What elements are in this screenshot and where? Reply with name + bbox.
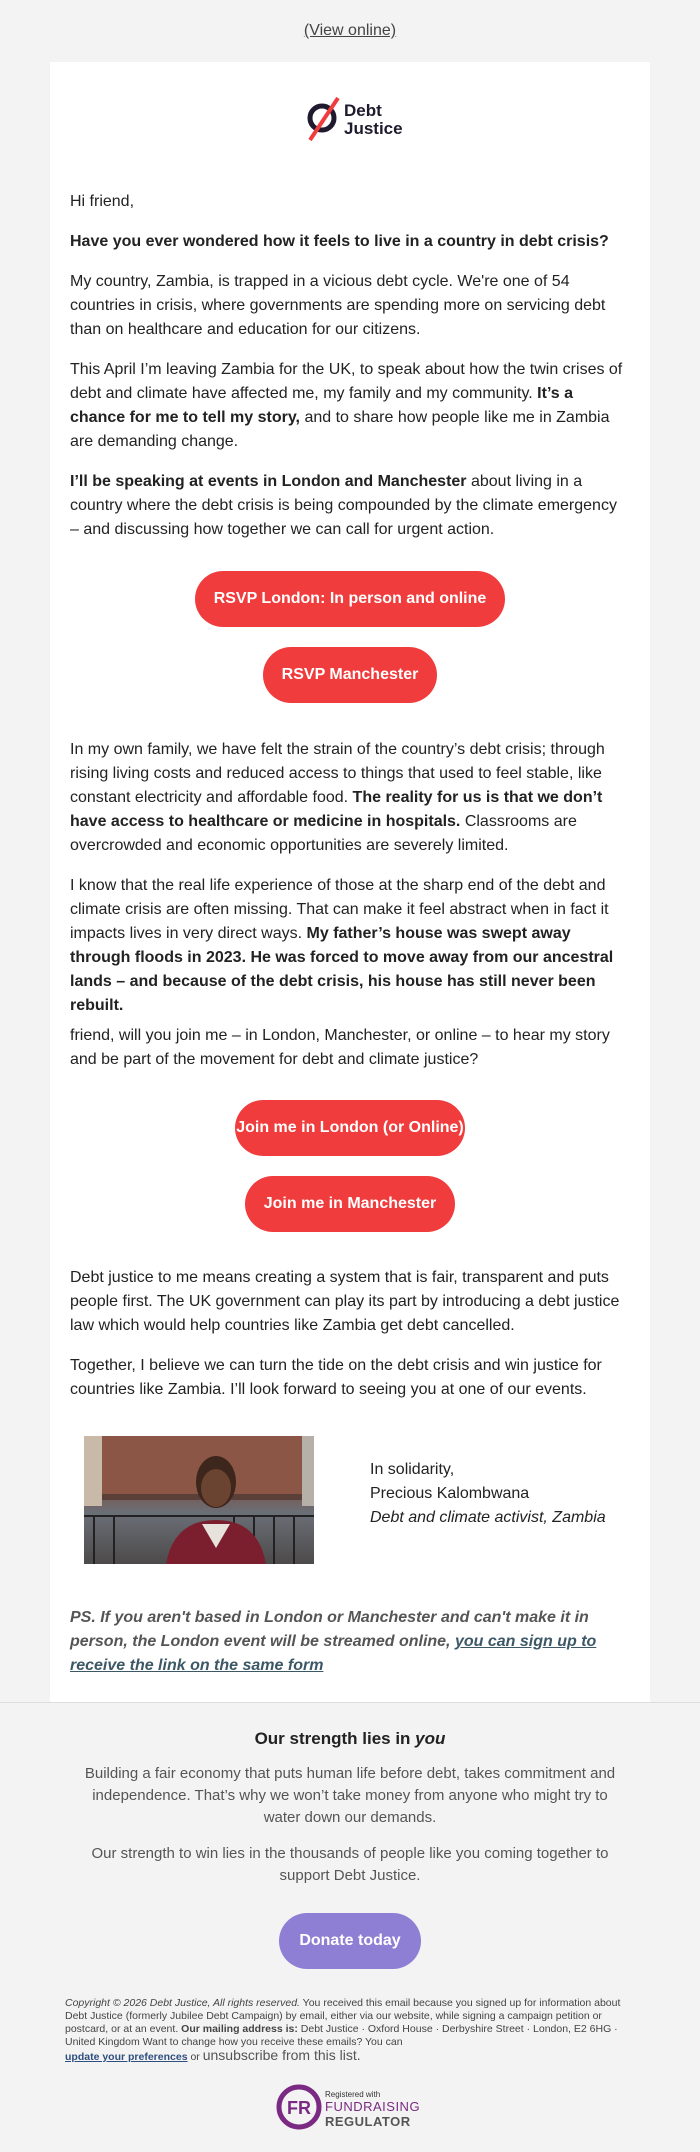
signature-block <box>84 1436 616 1566</box>
fundraising-regulator-icon <box>275 2082 425 2132</box>
footer-paragraph-1: Building a fair economy that puts human life before debt, takes commitment and independence. That’s why we won’t take money from anyone who might try to water down our demands. <box>84 1765 616 1826</box>
legal-text: Copyright © 2026 Debt Justice, All rights reserved. You received this email because you signed up for information about Debt Justice (formerly Jubilee Debt Campaign) by email, either via our website, while signing a campaign petition or postcard, or at an event. Our mailing address is: Debt Justice · Oxford House · Derbyshire Street · London, E2 6HG · United Kingdom Want to change how you receive these emails? You can update your preferences or unsubscribe from this list. <box>65 1997 621 2063</box>
paragraph-2: This April I’m leaving Zambia for the UK, to speak about how the twin crises of debt and climate have affected me, my family and my community. It’s a chance for me to tell my story, and to share how people like me in Zambia are demanding change. <box>70 361 623 450</box>
svg-text:FUNDRAISING: FUNDRAISING <box>325 2099 421 2114</box>
signoff-text: In solidarity, Precious Kalombwana Debt and climate activist, Zambia <box>370 1458 606 1530</box>
view-online-link[interactable]: (View online) <box>303 22 397 39</box>
update-preferences-link[interactable]: update your preferences <box>65 2051 188 2063</box>
paragraph-8: Together, I believe we can turn the tide on the debt crisis and win justice for countries like Zambia. I’ll look forward to seeing you at one of our events. <box>70 1357 602 1398</box>
donate-button[interactable]: Donate today <box>279 1913 421 1969</box>
greeting: Hi friend, <box>70 193 135 210</box>
rsvp-buttons <box>50 571 650 703</box>
signoff-role: Debt and climate activist, Zambia <box>370 1509 606 1526</box>
paragraph-5: I know that the real life experience of those at the sharp end of the debt and climate crisis are often missing. That can make it feel abstract when in fact it impacts lives in very direct ways. My father’s house was swept away through floods in 2023. He was forced to move away from our ancestral lands – and because of the debt crisis, his house has still never been rebuilt. <box>70 877 614 1014</box>
debt-justice-logo[interactable] <box>304 94 414 146</box>
email-card <box>50 62 650 1702</box>
closing-section <box>70 1266 630 1418</box>
fundraising-regulator-badge[interactable] <box>275 2082 425 2132</box>
paragraph-3: I’ll be speaking at events in London and Manchester about living in a country where the debt crisis is being compounded by the climate emergency – and discussing how together we can call for urgent action. <box>70 473 617 538</box>
svg-text:FR: FR <box>287 2098 311 2118</box>
join-buttons <box>50 1100 650 1232</box>
svg-text:REGULATOR: REGULATOR <box>325 2114 411 2129</box>
portrait-photo <box>84 1436 314 1564</box>
footer-heading: Our strength lies in you <box>254 1729 446 1748</box>
logo-mark-icon <box>304 94 344 146</box>
join-manchester-button[interactable]: Join me in Manchester <box>245 1176 455 1232</box>
paragraph-6: friend, will you join me – in London, Manchester, or online – to hear my story and be part of the movement for debt and climate justice? <box>70 1027 610 1068</box>
paragraph-1: My country, Zambia, is trapped in a vicious debt cycle. We're one of 54 countries in crisis, where governments are spending more on servicing debt than on healthcare and education for our citizens. <box>70 273 606 338</box>
footer <box>0 1702 700 2129</box>
svg-text:Registered with: Registered with <box>325 2090 381 2099</box>
ps-signup-link[interactable]: you can sign up to receive the link on the same form <box>70 1633 597 1674</box>
ps-note: PS. If you aren't based in London or Manchester and can't make it in person, the London event will be streamed online, you can sign up to receive the link on the same form <box>70 1609 597 1674</box>
unsubscribe-link[interactable]: unsubscribe from this list <box>202 2047 357 2063</box>
intro-section <box>70 190 630 558</box>
paragraph-7: Debt justice to me means creating a system that is fair, transparent and puts people first. The UK government can play its part by introducing a debt justice law which would help countries like Zambia get debt cancelled. <box>70 1269 620 1334</box>
rsvp-manchester-button[interactable]: RSVP Manchester <box>263 647 437 703</box>
signoff-name: Precious Kalombwana <box>370 1485 530 1502</box>
headline-question: Have you ever wondered how it feels to live in a country in debt crisis? <box>70 233 609 250</box>
footer-paragraph-2: Our strength to win lies in the thousands of people like you coming together to support Debt Justice. <box>91 1845 609 1884</box>
paragraph-4: In my own family, we have felt the strain of the country’s debt crisis; through rising living costs and reduced access to things that used to feel stable, like constant electricity and affordable food. The reality for us is that we don’t have access to healthcare or medicine in hospitals. Classrooms are overcrowded and economic opportunities are severely limited. <box>70 741 605 854</box>
view-online-bar <box>0 0 700 62</box>
join-london-button[interactable]: Join me in London (or Online) <box>235 1100 465 1156</box>
logo-wordmark: Debt Justice <box>344 101 403 138</box>
rsvp-london-button[interactable]: RSVP London: In person and online <box>195 571 505 627</box>
story-section <box>70 738 630 1088</box>
